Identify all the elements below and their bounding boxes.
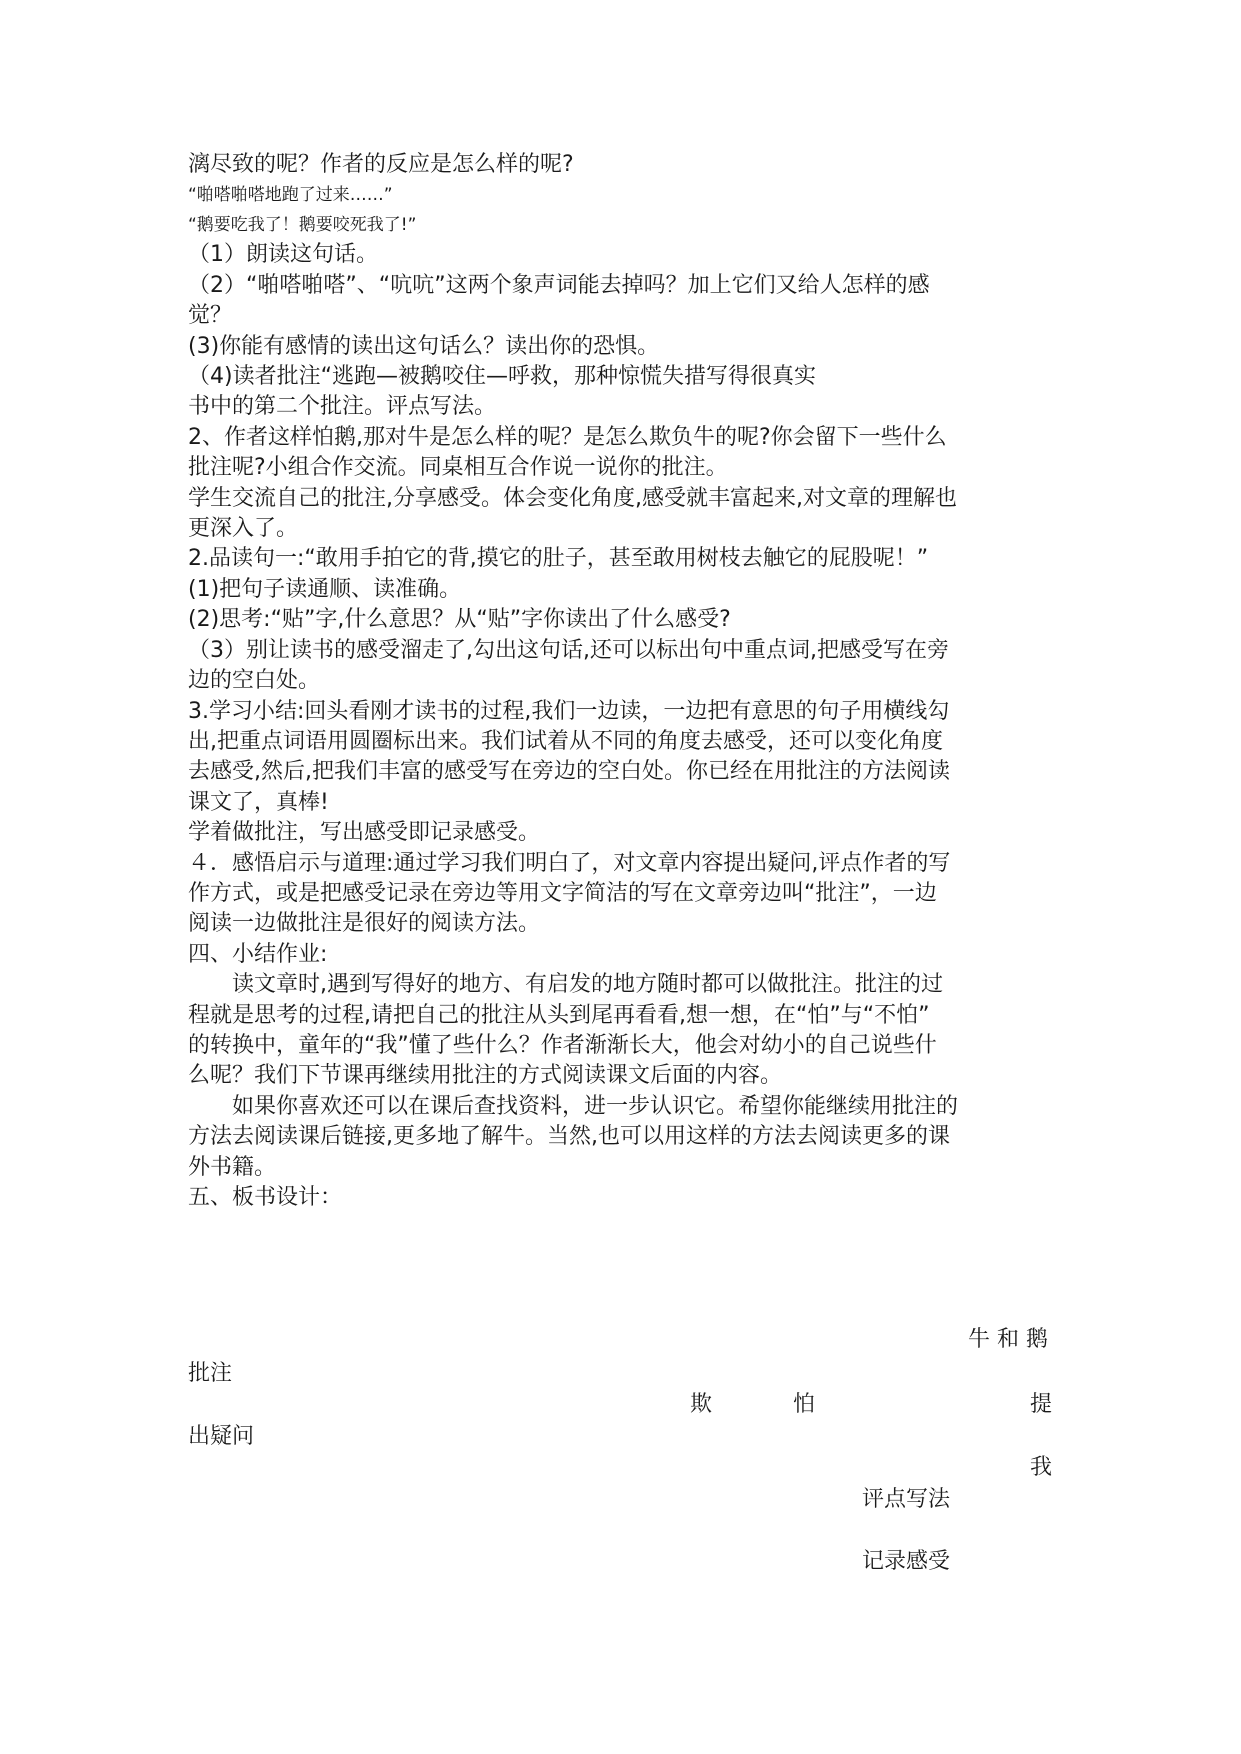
text-line: 边的空白处。	[188, 668, 321, 694]
text-line: 么呢？我们下节课再继续用批注的方式阅读课文后面的内容。	[188, 1063, 783, 1089]
text-line: (1)把句子读通顺、读准确。	[188, 576, 462, 602]
text-line: 出,把重点词语用圆圈标出来。我们试着从不同的角度去感受，还可以变化角度	[188, 728, 943, 754]
board-left-2: 出疑问	[188, 1424, 255, 1449]
section-heading: 四、小结作业:	[188, 941, 328, 967]
text-line: （3）别让读书的感受溜走了,勾出这句话,还可以标出句中重点词,把感受写在旁	[188, 637, 949, 663]
body-text	[188, 150, 1056, 1213]
text-line: 课文了，真棒!	[188, 789, 329, 815]
text-line: （1）朗读这句话。	[188, 242, 378, 268]
board-record: 记录感受	[862, 1549, 951, 1574]
text-line: 批注呢?小组合作交流。同桌相互合作说一说你的批注。	[188, 455, 728, 481]
text-line: 程就是思考的过程,请把自己的批注从头到尾再看看,想一想，在“怕”与“不怕”	[188, 1002, 930, 1028]
board-comment: 评点写法	[862, 1487, 951, 1512]
text-line: 3.学习小结:回头看刚才读书的过程,我们一边读，一边把有意思的句子用横线勾	[188, 698, 950, 724]
text-line: 学生交流自己的批注,分享感受。体会变化角度,感受就丰富起来,对文章的理解也	[188, 485, 957, 511]
quote-line: “鹅要吃我了！鹅要咬死我了!”	[188, 215, 417, 236]
board-bully: 欺	[690, 1392, 713, 1417]
text-line: ４．感悟启示与道理:通过学习我们明白了，对文章内容提出疑问,评点作者的写	[188, 850, 951, 876]
text-line: 学着做批注，写出感受即记录感受。	[188, 820, 541, 846]
board-ask-1: 提	[1030, 1392, 1053, 1417]
text-line: 2.品读句一:“敢用手拍它的背,摸它的肚子，甚至敢用树枝去触它的屁股呢！”	[188, 546, 929, 572]
section-heading: 五、板书设计：	[188, 1185, 343, 1210]
text-line: （2）“啪嗒啪嗒”、“吭吭”这两个象声词能去掉吗？加上它们又给人怎样的感	[188, 272, 930, 298]
quote-line: “啪嗒啪嗒地跑了过来……”	[188, 185, 393, 206]
board-title: 牛 和 鹅	[968, 1327, 1048, 1352]
text-line: (3)你能有感情的读出这句话么？读出你的恐惧。	[188, 333, 660, 359]
board-fear: 怕	[793, 1392, 816, 1417]
text-line: 漓尽致的呢？作者的反应是怎么样的呢?	[188, 152, 574, 177]
text-line: 的转换中，童年的“我”懂了些什么？作者渐渐长大，他会对幼小的自己说些什	[188, 1032, 937, 1058]
text-line: 2、作者这样怕鹅,那对牛是怎么样的呢？是怎么欺负牛的呢?你会留下一些什么	[188, 424, 947, 450]
text-line: 更深入了。	[188, 516, 299, 542]
text-line: 书中的第二个批注。评点写法。	[188, 394, 497, 420]
text-line: (2)思考:“贴”字,什么意思？从“贴”字你读出了什么感受?	[188, 607, 731, 633]
text-line: 作方式，或是把感受记录在旁边等用文字简洁的写在文章旁边叫“批注”，一边	[188, 880, 937, 906]
text-line: 外书籍。	[188, 1154, 277, 1180]
text-line: 去感受,然后,把我们丰富的感受写在旁边的空白处。你已经在用批注的方法阅读	[188, 759, 950, 785]
text-line: 读文章时,遇到写得好的地方、有启发的地方随时都可以做批注。批注的过	[232, 972, 943, 998]
board-me: 我	[1030, 1455, 1053, 1480]
text-line: 阅读一边做批注是很好的阅读方法。	[188, 911, 541, 937]
text-line: 觉？	[188, 303, 233, 329]
text-line: 如果你喜欢还可以在课后查找资料，进一步认识它。希望你能继续用批注的	[232, 1093, 959, 1119]
board-left-1: 批注	[188, 1361, 233, 1386]
text-line: 方法去阅读课后链接,更多地了解牛。当然,也可以用这样的方法去阅读更多的课	[188, 1124, 950, 1150]
text-line: （4)读者批注“逃跑—被鹅咬住—呼救，那种惊慌失措写得很真实	[188, 364, 816, 390]
